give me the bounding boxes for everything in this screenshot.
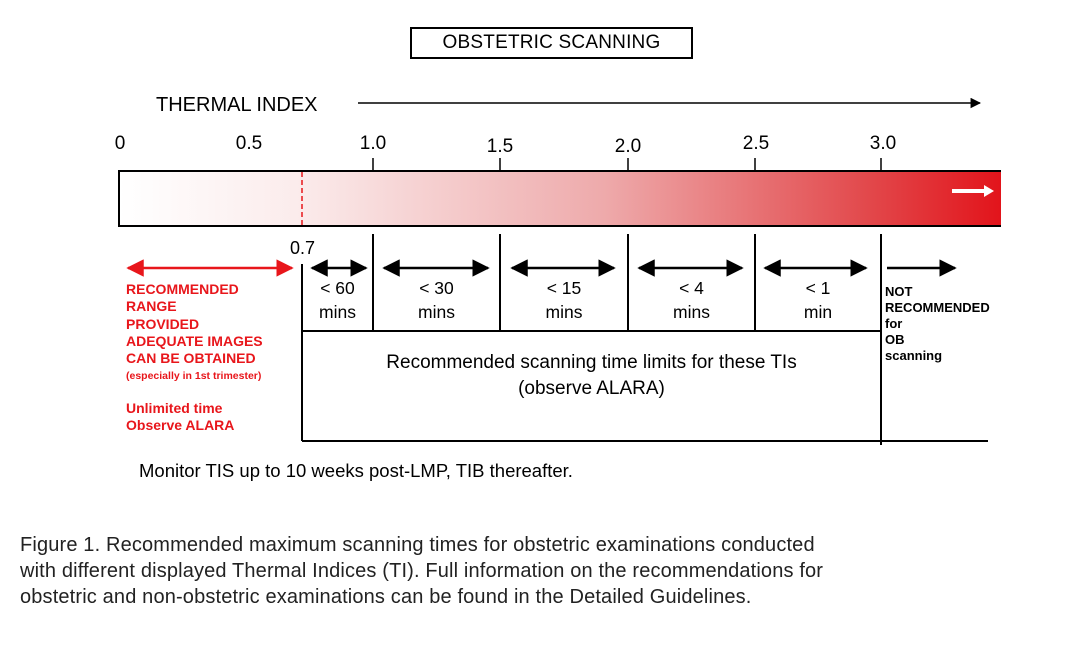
recommended-range-line: RECOMMENDED	[126, 281, 239, 297]
not-recommended-line: NOT	[885, 284, 913, 299]
figure-caption	[20, 532, 1070, 610]
threshold-label: 0.7	[290, 238, 316, 258]
diagram-title: OBSTETRIC SCANNING	[410, 27, 693, 59]
time-limit-value: < 4	[679, 278, 704, 298]
axis-title: THERMAL INDEX	[156, 94, 318, 116]
time-limit-value: < 1	[805, 278, 831, 298]
tick-label-0-5: 0.5	[235, 133, 263, 154]
time-limit-unit: mins	[545, 302, 583, 322]
time-limit-unit: min	[803, 302, 833, 322]
recommended-range-line: PROVIDED	[126, 315, 200, 332]
tick-label-2-0: 2.0	[614, 136, 642, 157]
time-limit-cell	[755, 276, 881, 324]
not-recommended-line: OB	[885, 332, 905, 347]
tick-label-1-5: 1.5	[486, 136, 514, 157]
not-recommended-line: RECOMMENDED	[885, 300, 990, 315]
caption-line: with different displayed Thermal Indices (TI). Full information on the recommendations for	[20, 560, 824, 582]
observe-alara-line: Observe ALARA	[126, 417, 235, 434]
recommended-range-line: RANGE	[126, 298, 177, 315]
recommended-range-line: CAN BE OBTAINED	[126, 350, 256, 367]
time-limit-cell	[373, 276, 500, 324]
time-limit-value: < 15	[546, 278, 582, 298]
time-limit-cell	[302, 276, 373, 324]
recommended-range-line: ADEQUATE IMAGES	[126, 332, 263, 349]
unlimited-time-line: Unlimited time	[126, 400, 223, 416]
time-limit-unit: mins	[319, 302, 356, 322]
tick-label-1-0: 1.0	[359, 133, 387, 154]
tick-label-2-5: 2.5	[742, 133, 770, 154]
time-limit-value: < 30	[419, 278, 454, 298]
tick-label-0: 0	[114, 133, 126, 154]
unlimited-time-text	[126, 400, 234, 435]
scanning-time-limits-text	[302, 350, 881, 402]
caption-line: obstetric and non-obstetric examinations can be found in the Detailed Guidelines.	[20, 586, 752, 608]
time-limit-unit: mins	[673, 302, 710, 322]
caption-line: Figure 1. Recommended maximum scanning times for obstetric examinations conducted	[20, 534, 815, 556]
time-limit-unit: mins	[418, 302, 455, 322]
thermal-index-bar	[119, 171, 1001, 226]
not-recommended-line: for	[885, 316, 903, 331]
recommended-range-text	[126, 281, 263, 367]
scanning-time-limits-line: Recommended scanning time limits for these TIs	[386, 352, 797, 373]
monitor-note: Monitor TIS up to 10 weeks post-LMP, TIB thereafter.	[139, 460, 573, 481]
not-recommended-line: scanning	[885, 348, 943, 363]
time-limit-cell	[628, 276, 755, 324]
observe-alara-note: (observe ALARA)	[518, 378, 665, 399]
recommended-range-note: (especially in 1st trimester)	[126, 370, 262, 382]
time-limit-value: < 60	[320, 278, 355, 298]
tick-label-3-0: 3.0	[869, 133, 897, 154]
not-recommended-text	[885, 284, 990, 364]
time-limit-cell	[500, 276, 628, 324]
